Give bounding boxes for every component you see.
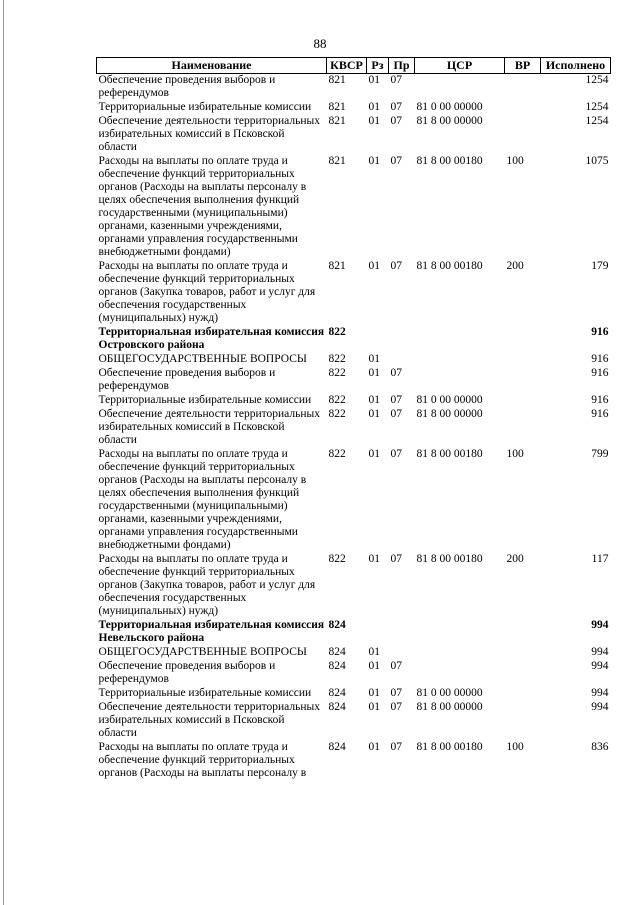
table-row <box>97 701 611 741</box>
cell-csr: 81 0 00 00000 <box>416 687 483 699</box>
cell-vr <box>505 74 541 102</box>
cell-total: 916 <box>591 326 609 338</box>
cell-vr <box>505 619 541 646</box>
table-row <box>97 408 611 448</box>
header-rz: Рз <box>367 58 389 74</box>
cell-csr <box>415 367 505 394</box>
cell-vr <box>505 115 541 155</box>
cell-pr: 07 <box>390 101 402 113</box>
cell-total: 1254 <box>585 74 609 86</box>
cell-pr <box>389 326 415 353</box>
cell-kvsr: 824 <box>328 741 346 753</box>
cell-csr: 81 0 00 00000 <box>416 101 483 113</box>
table-row <box>97 553 611 619</box>
cell-rz: 01 <box>368 394 380 406</box>
cell-name: Расходы на выплаты по оплате труда и обеспечение функций территориальных органов (Расходы на выплаты персоналу в целях обеспечения выполнения функций государственными (муниципальными) органами, казенными учреждениями, органами управления государственными внебюджетными фондами) <box>98 448 307 551</box>
cell-rz: 01 <box>368 553 380 565</box>
table-row <box>97 741 611 781</box>
cell-rz: 01 <box>368 687 380 699</box>
cell-total: 994 <box>591 619 609 631</box>
cell-name: Обеспечение деятельности территориальных избирательных комиссий в Псковской области <box>98 115 320 153</box>
cell-name: ОБЩЕГОСУДАРСТВЕННЫЕ ВОПРОСЫ <box>98 646 307 658</box>
header-name: Наименование <box>97 58 327 74</box>
header-kvsr: КВСР <box>327 58 367 74</box>
cell-vr <box>505 646 541 660</box>
cell-total: 1254 <box>585 115 609 127</box>
cell-rz: 01 <box>368 101 380 113</box>
cell-kvsr: 824 <box>328 660 346 672</box>
table-row <box>97 74 611 102</box>
cell-vr <box>505 660 541 687</box>
cell-rz <box>367 619 389 646</box>
cell-total: 1075 <box>585 155 609 167</box>
cell-name: Обеспечение деятельности территориальных избирательных комиссий в Псковской области <box>98 408 320 446</box>
cell-pr: 07 <box>390 260 402 272</box>
table-row <box>97 367 611 394</box>
budget-execution-table <box>96 57 611 781</box>
cell-total: 916 <box>591 353 609 365</box>
cell-csr: 81 8 00 00180 <box>416 448 483 460</box>
cell-pr: 07 <box>390 701 402 713</box>
cell-csr: 81 8 00 00180 <box>416 553 483 565</box>
cell-rz: 01 <box>368 741 380 753</box>
cell-vr <box>505 701 541 741</box>
cell-rz: 01 <box>368 448 380 460</box>
cell-total: 994 <box>591 646 609 658</box>
cell-total: 179 <box>591 260 609 272</box>
cell-vr <box>505 394 541 408</box>
table-row <box>97 394 611 408</box>
cell-csr <box>415 74 505 102</box>
cell-total: 916 <box>591 367 609 379</box>
table-row <box>97 448 611 553</box>
cell-kvsr: 821 <box>328 115 346 127</box>
cell-vr: 100 <box>506 741 524 753</box>
cell-total: 836 <box>591 741 609 753</box>
table-row <box>97 326 611 353</box>
table-row <box>97 115 611 155</box>
cell-vr: 100 <box>506 155 524 167</box>
cell-pr <box>389 353 415 367</box>
cell-total: 994 <box>591 687 609 699</box>
cell-name: Территориальная избирательная комиссия Островского района <box>98 326 325 351</box>
cell-pr: 07 <box>390 408 402 420</box>
cell-kvsr: 822 <box>328 408 346 420</box>
table-row <box>97 260 611 326</box>
cell-total: 799 <box>591 448 609 460</box>
cell-name: Обеспечение деятельности территориальных избирательных комиссий в Псковской области <box>98 701 320 739</box>
table-row <box>97 687 611 701</box>
cell-vr <box>505 353 541 367</box>
cell-name: Расходы на выплаты по оплате труда и обеспечение функций территориальных органов (Закупка товаров, работ и услуг для обеспечения государственных (муниципальных) нужд) <box>98 553 316 617</box>
table-row <box>97 646 611 660</box>
cell-pr: 07 <box>390 115 402 127</box>
cell-kvsr: 822 <box>328 448 346 460</box>
header-csr: ЦСР <box>415 58 505 74</box>
cell-total: 117 <box>591 553 609 565</box>
cell-pr: 07 <box>390 74 402 86</box>
cell-csr <box>415 646 505 660</box>
cell-kvsr: 822 <box>328 367 346 379</box>
cell-vr <box>505 326 541 353</box>
cell-csr <box>415 619 505 646</box>
cell-kvsr: 822 <box>328 353 346 365</box>
cell-pr: 07 <box>390 155 402 167</box>
cell-vr <box>505 367 541 394</box>
cell-name: Территориальные избирательные комиссии <box>98 101 312 113</box>
cell-vr <box>505 687 541 701</box>
cell-kvsr: 822 <box>328 394 346 406</box>
cell-kvsr: 824 <box>328 619 346 631</box>
cell-name: Территориальные избирательные комиссии <box>98 687 312 699</box>
cell-csr <box>415 660 505 687</box>
page-number: 88 <box>313 36 327 51</box>
cell-vr: 100 <box>506 448 524 460</box>
cell-rz: 01 <box>368 367 380 379</box>
cell-csr: 81 8 00 00180 <box>416 741 483 753</box>
cell-csr <box>415 326 505 353</box>
cell-total: 916 <box>591 394 609 406</box>
cell-csr: 81 8 00 00180 <box>416 155 483 167</box>
cell-total: 1254 <box>585 101 609 113</box>
table-body <box>97 74 611 782</box>
table-row <box>97 619 611 646</box>
cell-rz: 01 <box>368 408 380 420</box>
cell-pr: 07 <box>390 448 402 460</box>
cell-name: Территориальная избирательная комиссия Невельского района <box>98 619 325 644</box>
cell-kvsr: 821 <box>328 260 346 272</box>
cell-rz: 01 <box>368 646 380 658</box>
cell-csr: 81 0 00 00000 <box>416 394 483 406</box>
cell-pr: 07 <box>390 687 402 699</box>
cell-name: Обеспечение проведения выборов и референдумов <box>98 660 276 685</box>
cell-csr: 81 8 00 00000 <box>416 115 483 127</box>
cell-kvsr: 824 <box>328 687 346 699</box>
cell-rz: 01 <box>368 353 380 365</box>
cell-vr <box>505 408 541 448</box>
cell-pr: 07 <box>390 367 402 379</box>
cell-name: Расходы на выплаты по оплате труда и обеспечение функций территориальных органов (Закупка товаров, работ и услуг для обеспечения государственных (муниципальных) нужд) <box>98 260 316 324</box>
cell-name: ОБЩЕГОСУДАРСТВЕННЫЕ ВОПРОСЫ <box>98 353 307 365</box>
table-row <box>97 155 611 260</box>
table-row <box>97 101 611 115</box>
cell-total: 994 <box>591 660 609 672</box>
header-vr: ВР <box>505 58 541 74</box>
cell-vr: 200 <box>506 553 524 565</box>
cell-pr: 07 <box>390 394 402 406</box>
cell-rz: 01 <box>368 155 380 167</box>
cell-rz <box>367 326 389 353</box>
cell-csr: 81 8 00 00000 <box>416 408 483 420</box>
cell-kvsr: 821 <box>328 155 346 167</box>
header-total: Исполнено <box>541 58 611 74</box>
cell-total: 916 <box>591 408 609 420</box>
cell-pr: 07 <box>390 741 402 753</box>
cell-name: Обеспечение проведения выборов и референдумов <box>98 74 276 99</box>
cell-kvsr: 821 <box>328 74 346 86</box>
cell-rz: 01 <box>368 115 380 127</box>
table-header-row <box>97 58 611 74</box>
cell-rz: 01 <box>368 660 380 672</box>
cell-rz: 01 <box>368 74 380 86</box>
cell-csr: 81 8 00 00180 <box>416 260 483 272</box>
cell-kvsr: 822 <box>328 326 346 338</box>
cell-pr <box>389 619 415 646</box>
cell-kvsr: 821 <box>328 101 346 113</box>
cell-name: Расходы на выплаты по оплате труда и обеспечение функций территориальных органов (Расходы на выплаты персоналу в <box>98 741 307 779</box>
cell-vr: 200 <box>506 260 524 272</box>
cell-vr <box>505 101 541 115</box>
cell-pr <box>389 646 415 660</box>
cell-name: Расходы на выплаты по оплате труда и обеспечение функций территориальных органов (Расходы на выплаты персоналу в целях обеспечения выполнения функций государственными (муниципальными) органами, казенными учреждениями, органами управления государственными внебюджетными фондами) <box>98 155 307 258</box>
cell-kvsr: 822 <box>328 553 346 565</box>
table-row <box>97 353 611 367</box>
scan-edge-mark <box>3 0 4 905</box>
table-row <box>97 660 611 687</box>
cell-csr <box>415 353 505 367</box>
cell-csr: 81 8 00 00000 <box>416 701 483 713</box>
cell-pr: 07 <box>390 660 402 672</box>
header-pr: Пр <box>389 58 415 74</box>
cell-total: 994 <box>591 701 609 713</box>
cell-name: Территориальные избирательные комиссии <box>98 394 312 406</box>
cell-name: Обеспечение проведения выборов и референдумов <box>98 367 276 392</box>
cell-rz: 01 <box>368 701 380 713</box>
cell-pr: 07 <box>390 553 402 565</box>
cell-rz: 01 <box>368 260 380 272</box>
cell-kvsr: 824 <box>328 646 346 658</box>
cell-kvsr: 824 <box>328 701 346 713</box>
